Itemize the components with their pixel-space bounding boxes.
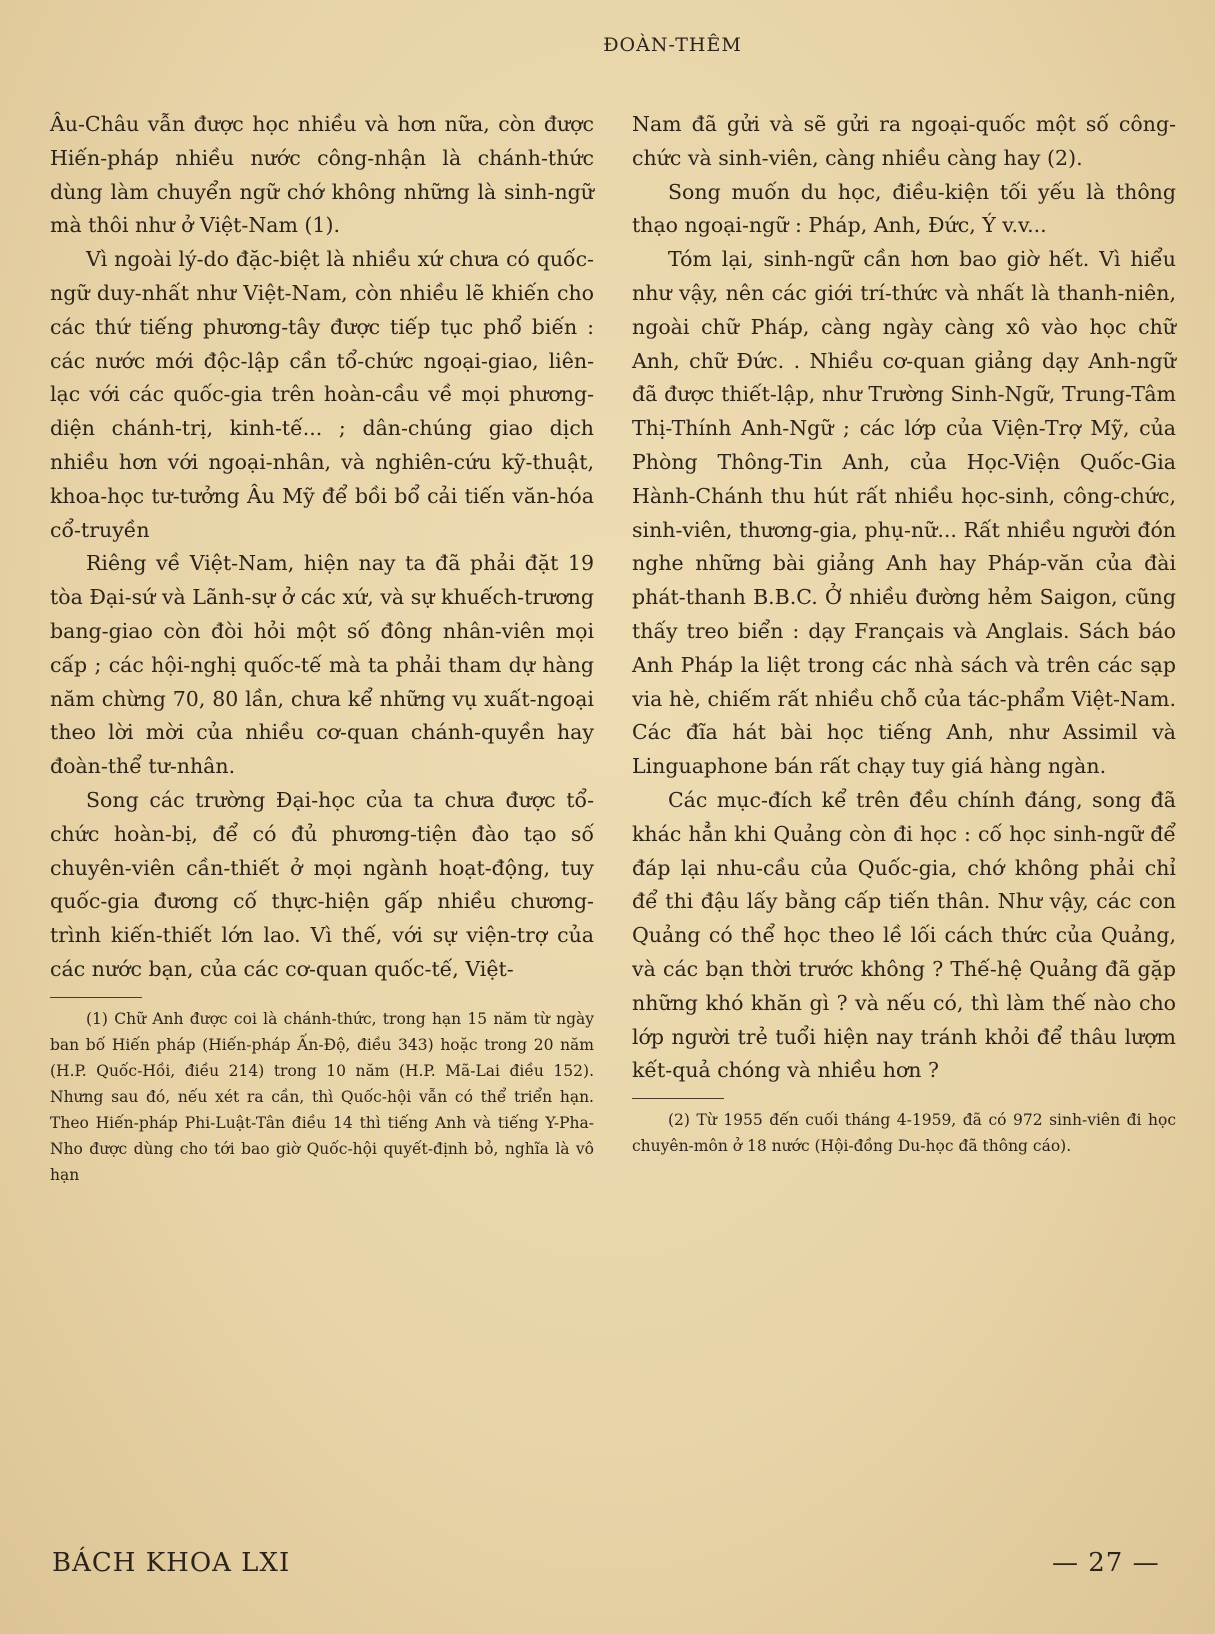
footnote-divider — [50, 997, 142, 998]
paragraph: Các mục-đích kể trên đều chính đáng, song đã khác hẳn khi Quảng còn đi học : cố học sinh-ngữ để đáp lại nhu-cầu của Quốc-gia, chớ không phải chỉ để thi đậu lấy bằng cấp tiến thân. Như vậy, các con Quảng có thể học theo lề lối cách thức của Quảng, và các bạn thời trước không ? Thế-hệ Quảng đã gặp những khó khăn gì ? và nếu có, thì làm thế nào cho lớp người trẻ tuổi hiện nay tránh khỏi để thâu lượm kết-quả chóng và nhiều hơn ? — [632, 787, 1176, 1083]
paragraph: Tóm lại, sinh-ngữ cần hơn bao giờ hết. Vì hiểu như vậy, nên các giới trí-thức và nhất là thanh-niên, ngoài chữ Pháp, càng ngày càng xô vào học chữ Anh, chữ Đức. . Nhiều cơ-quan giảng dạy Anh-ngữ đã được thiết-lập, như Trường Sinh-Ngữ, Trung-Tâm Thị-Thính Anh-Ngữ ; các lớp của Viện-Trợ Mỹ, của Phòng Thông-Tin Anh, của Học-Viện Quốc-Gia Hành-Chánh thu hút rất nhiều học-sinh, công-chức, sinh-viên, thương-gia, phụ-nữ... Rất nhiều người đón nghe những bài giảng Anh hay Pháp-văn của đài phát-thanh B.B.C. Ở nhiều đường hẻm Saigon, cũng thấy treo biển : dạy Français và Anglais. Sách báo Anh Pháp la liệt trong các nhà sách và trên các sạp via hè, chiếm rất nhiều chỗ của tác-phẩm Việt-Nam. Các đĩa hát bài học tiếng Anh, như Assimil và Linguaphone bán rất chạy tuy giá hàng ngàn. — [632, 247, 1176, 779]
footnote — [632, 1107, 1176, 1159]
running-head: ĐOÀN-THÊM — [603, 34, 742, 56]
paragraph: Nam đã gửi và sẽ gửi ra ngoại-quốc một số công-chức và sinh-viên, càng nhiều càng hay (2). — [632, 112, 1176, 170]
paragraph: Riêng về Việt-Nam, hiện nay ta đã phải đặt 19 tòa Đại-sứ và Lãnh-sự ở các xứ, và sự khuếch-trương bang-giao còn đòi hỏi một số đông nhân-viên mọi cấp ; các hội-nghị quốc-tế mà ta phải tham dự hàng năm chừng 70, 80 lần, chưa kể những vụ xuất-ngoại theo lời mời của nhiều cơ-quan chánh-quyền hay đoàn-thể tư-nhân. — [50, 551, 594, 779]
footnote-text: (2) Từ 1955 đến cuối tháng 4-1959, đã có 972 sinh-viên đi học chuyên-môn ở 18 nước (Hội-đồng Du-học đã thông cáo). — [632, 1111, 1176, 1156]
footnote-divider — [632, 1098, 724, 1099]
paragraph: Vì ngoài lý-do đặc-biệt là nhiều xứ chưa có quốc-ngữ duy-nhất như Việt-Nam, còn nhiều lẽ khiến cho các thứ tiếng phương-tây được tiếp tục phổ biến : các nước mới độc-lập cần tổ-chức ngoại-giao, liên-lạc với các quốc-gia trên hoàn-cầu về mọi phương-diện chánh-trị, kinh-tế... ; dân-chúng giao dịch nhiều hơn với ngoại-nhân, và nghiên-cứu kỹ-thuật, khoa-học tư-tưởng Âu Mỹ để bồi bổ cải tiến văn-hóa cổ-truyền — [50, 247, 594, 542]
paragraph: Song các trường Đại-học của ta chưa được tổ-chức hoàn-bị, để có đủ phương-tiện đào tạo số chuyên-viên cần-thiết ở mọi ngành hoạt-động, tuy quốc-gia đương cố thực-hiện gấp nhiều chương-trình kiến-thiết lớn lao. Vì thế, với sự viện-trợ của các nước bạn, của các cơ-quan quốc-tế, Việt- — [50, 787, 594, 981]
paragraph: Song muốn du học, điều-kiện tối yếu là thông thạo ngoại-ngữ : Pháp, Anh, Đức, Ý v.v... — [632, 179, 1176, 238]
paragraph: Âu-Châu vẫn được học nhiều và hơn nữa, còn được Hiến-pháp nhiều nước công-nhận là chánh-thức dùng làm chuyển ngữ chớ không những là sinh-ngữ mà thôi như ở Việt-Nam (1). — [50, 112, 594, 238]
footnote-text: (1) Chữ Anh được coi là chánh-thức, trong hạn 15 năm từ ngày ban bố Hiến pháp (Hiến-pháp Ấn-Độ, điều 343) hoặc trong 20 năm (H.P. Quốc-Hồi, điều 214) trong 10 năm (H.P. Mã-Lai điều 152). Nhưng sau đó, nếu xét ra cần, thì Quốc-hội vẫn có thể triển hạn. Theo Hiến-pháp Phi-Luật-Tân điều 14 thì tiếng Anh và tiếng Y-Pha-Nho được dùng cho tới bao giờ Quốc-hội quyết-định bỏ, nghĩa là vô hạn — [50, 1009, 594, 1184]
page-number: — 27 — — [1052, 1548, 1160, 1578]
footnote — [50, 1006, 594, 1188]
magazine-title: BÁCH KHOA LXI — [52, 1548, 291, 1578]
left-column — [50, 108, 594, 1188]
right-column — [632, 108, 1176, 1159]
